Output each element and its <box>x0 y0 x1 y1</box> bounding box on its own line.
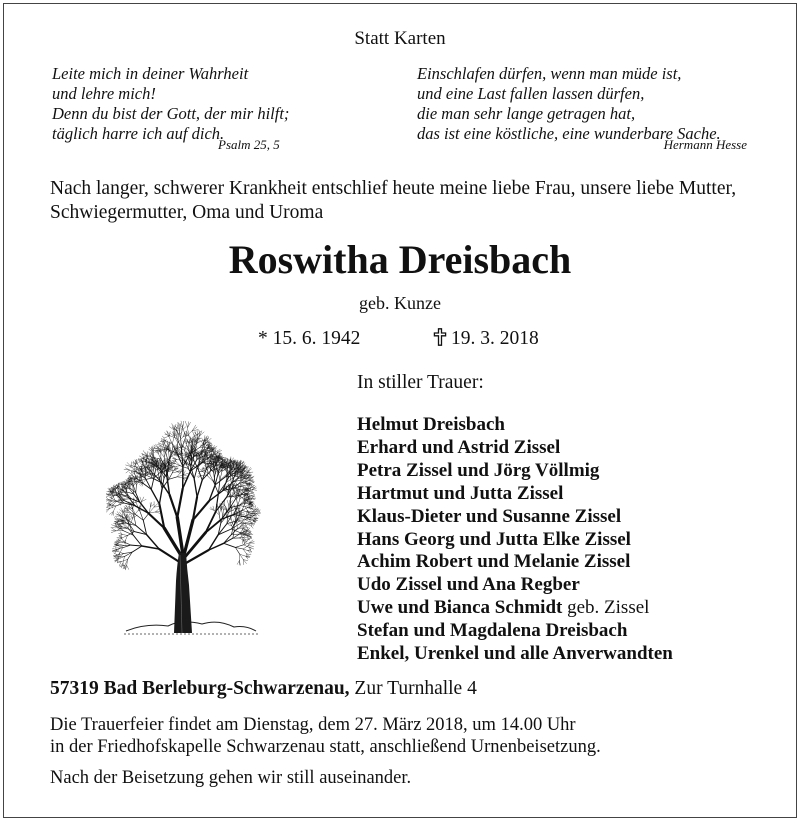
death-date-text: 19. 3. 2018 <box>451 328 539 349</box>
verse-line: Leite mich in deiner Wahrheit <box>52 64 249 83</box>
intro-line: Schwiegermutter, Oma und Uroma <box>50 202 324 223</box>
closing-text: Nach der Beisetzung gehen wir still auseinander. <box>50 768 412 788</box>
birth-date: * 15. 6. 1942 <box>258 328 361 349</box>
list-item: Uwe und Bianca Schmidt geb. Zissel <box>357 597 650 619</box>
verse-line: und lehre mich! <box>52 84 156 103</box>
bible-verse <box>52 64 289 144</box>
list-item: Udo Zissel und Ana Regber <box>357 574 580 596</box>
address-street: Zur Turnhalle 4 <box>354 678 477 699</box>
maiden-note: geb. Zissel <box>567 597 650 619</box>
notice-heading: Statt Karten <box>354 28 446 49</box>
intro-text <box>50 177 736 225</box>
latin-cross-icon <box>433 328 447 346</box>
mourners-list <box>357 414 673 666</box>
mourning-label: In stiller Trauer: <box>357 372 484 393</box>
intro-line: Nach langer, schwerer Krankheit entschlief heute meine liebe Frau, unsere liebe Mutter, <box>50 178 737 199</box>
service-line: in der Friedhofskapelle Schwarzenau statt, anschließend Urnenbeisetzung. <box>50 737 601 757</box>
list-item: Enkel, Urenkel und alle Anverwandten <box>357 643 673 665</box>
address-city: 57319 Bad Berleburg-Schwarzenau, <box>50 678 350 699</box>
list-item: Hartmut und Jutta Zissel <box>357 482 564 504</box>
quote-line: und eine Last fallen lassen dürfen, <box>417 84 645 103</box>
quote-line: Einschlafen dürfen, wenn man müde ist, <box>417 64 682 83</box>
verse-line: täglich harre ich auf dich. <box>52 124 225 143</box>
list-item: Petra Zissel und Jörg Völlmig <box>357 459 600 481</box>
family-address <box>50 678 477 700</box>
list-item: Klaus-Dieter und Susanne Zissel <box>357 505 622 527</box>
quote-line: das ist eine köstliche, eine wunderbare Sache. <box>417 124 721 143</box>
deceased-name: Roswitha Dreisbach <box>228 237 572 282</box>
death-date <box>433 328 539 350</box>
list-item: Erhard und Astrid Zissel <box>357 436 561 458</box>
list-item: Helmut Dreisbach <box>357 414 505 435</box>
quote-source: Hermann Hesse <box>663 137 747 152</box>
quote-line: die man sehr lange getragen hat, <box>417 104 636 123</box>
service-info <box>50 714 601 758</box>
list-item: Achim Robert und Melanie Zissel <box>357 551 631 573</box>
verse-line: Denn du bist der Gott, der mir hilft; <box>52 104 290 123</box>
verse-source: Psalm 25, 5 <box>218 137 280 152</box>
hesse-quote <box>417 64 721 144</box>
service-line: Die Trauerfeier findet am Dienstag, dem 27. März 2018, um 14.00 Uhr <box>50 715 576 735</box>
list-item: Hans Georg und Jutta Elke Zissel <box>357 528 631 550</box>
list-item: Stefan und Magdalena Dreisbach <box>357 620 628 642</box>
maiden-name: geb. Kunze <box>359 293 441 313</box>
bare-tree-icon <box>106 405 262 645</box>
